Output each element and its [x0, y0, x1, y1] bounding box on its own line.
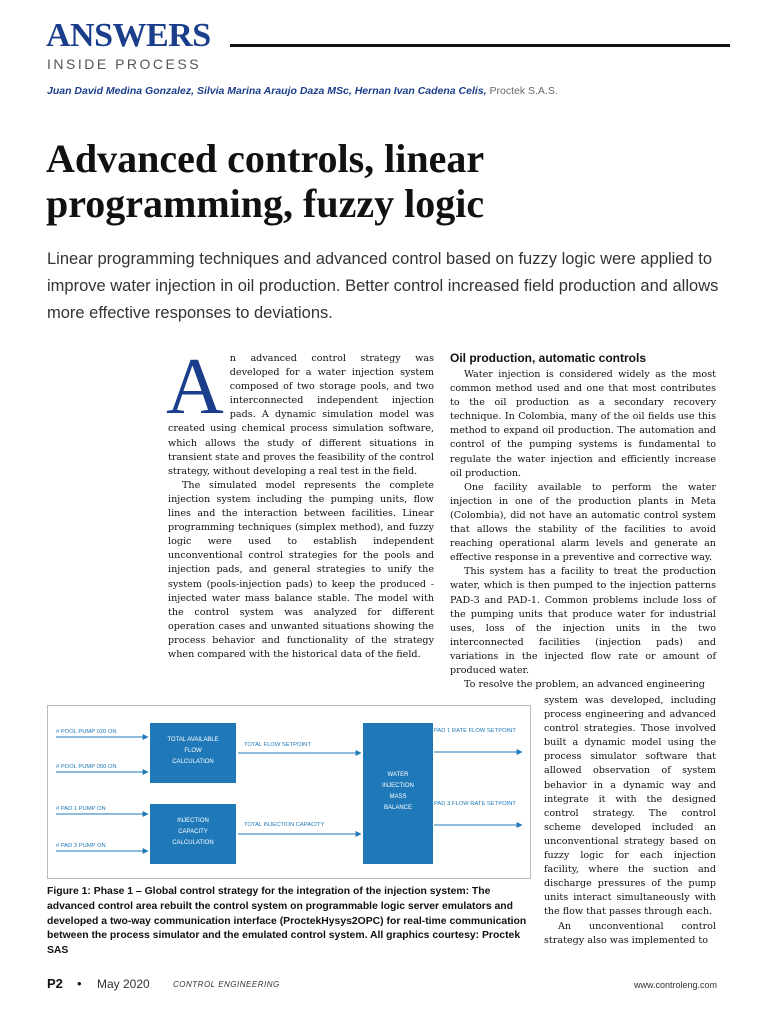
output-label: PAD 3 FLOW RATE SETPOINT	[434, 801, 516, 807]
section-subtitle: INSIDE PROCESS	[47, 56, 202, 72]
box-label: CALCULATION	[172, 840, 214, 846]
box-label: INJECTION	[382, 783, 414, 789]
narrow-column	[544, 694, 716, 948]
box-label: BALANCE	[383, 805, 413, 811]
input-label: # PAD 1 PUMP ON	[56, 806, 106, 812]
input-label: # POOL PUMP 020 ON	[56, 729, 117, 735]
right-column	[450, 350, 716, 692]
author-names: Juan David Medina Gonzalez, Silvia Marina Araujo Daza MSc, Hernan Ivan Cadena Celis,	[47, 85, 487, 97]
figure-caption: Figure 1: Phase 1 – Global control strategy for the integration of the injection system: The advanced control area rebuilt the control system on programmable logic server emulators and developed a two-way communication interface (ProctekHysys2OPC) for real-time communication between the process simulator and the emulated control system. All graphics courtesy: Proctek SAS	[47, 886, 527, 957]
box-label: TOTAL AVAILABLE	[167, 737, 219, 743]
box-label: CALCULATION	[172, 759, 214, 765]
figure-diagram	[47, 705, 531, 879]
paragraph: This system has a facility to treat the production water, which is then pumped to the injection patterns PAD-3 and PAD-1. Common problems include loss of the pumping units that produce water for industrial uses, loss of the injection units in the two interconnected facilities (injection pads) and variations in the injected flow rate or amount of produced water.	[450, 566, 716, 676]
byline	[47, 84, 558, 98]
paragraph: An unconventional control strategy also was implemented to	[544, 920, 716, 946]
issue-date: May 2020	[97, 977, 150, 991]
author-company: Proctek S.A.S.	[489, 85, 558, 97]
left-column	[166, 343, 434, 662]
input-label: # POOL PUMP 050 ON	[56, 764, 117, 770]
output-label: PAD 1 RATE FLOW SETPOINT	[434, 728, 516, 734]
magazine-name: CONTROL ENGINEERING	[173, 980, 280, 989]
header-rule	[230, 44, 730, 47]
box-label: WATER	[387, 772, 409, 778]
input-label: # PAD 3 PUMP ON	[56, 843, 106, 849]
flow-setpoint-label: TOTAL FLOW SETPOINT	[244, 742, 311, 748]
box-label: MASS	[389, 794, 407, 800]
box-label: FLOW	[184, 748, 202, 754]
injection-capacity-label: TOTAL INJECTION CAPACITY	[244, 822, 325, 828]
paragraph: To resolve the problem, an advanced engineering	[464, 679, 705, 691]
section-title: ANSWERS	[46, 17, 211, 54]
page-number: P2	[47, 976, 63, 991]
page-footer	[47, 976, 717, 994]
box-label: INJECTION	[177, 818, 209, 824]
paragraph: system was developed, including process engineering and advanced control strategies. Those involved built a dynamic model using the process simulator software that allowed observation of system behavior in a dynamic way and integrate it with the designed control strategy. The control scheme developed included an unconventional strategy based on fuzzy logic for each injection facility, where the suction and discharge pressures of the pump units interact simultaneously with the flow that passes through each.	[544, 695, 716, 918]
paragraph	[166, 343, 434, 479]
article-title: Advanced controls, linear programming, fuzzy logic	[46, 136, 485, 226]
article-deck: Linear programming techniques and advanced control based on fuzzy logic were applied to improve water injection in oil production. Better control increased field production and allows more effective responses to deviations.	[47, 250, 719, 322]
footer-bullet: •	[77, 976, 82, 991]
control-strategy-diagram	[48, 706, 530, 878]
box-label: CAPACITY	[178, 829, 208, 835]
paragraph: One facility available to perform the water injection in one of the production plants in Meta (Colombia), did not have an automatic control system that allows the stability of the facilities to avoid reaching operational alarm levels and generate an effective response in a preventive and corrective way.	[450, 481, 716, 564]
drop-cap: A	[166, 343, 224, 431]
paragraph: The simulated model represents the complete injection system including the pumping units, flow lines and the interaction between facilities. Linear programming techniques (simplex method), and fuzzy logic were used to establish independent unconventional control strategies for the pools and injection pads, and general strategies to unify the system (pools-injection pads) to keep the produced - injected water mass balance stable. The model with the control system was analyzed for different operation cases and unwanted situations showing the process behavior and functionality of the strategy when compared with the historical data of the field.	[168, 479, 434, 660]
website-link[interactable]: www.controleng.com	[633, 980, 717, 990]
paragraph: Water injection is considered widely as the most common method used and one that most contributes to the oil production as a secondary recovery technique. In Colombia, many of the oil fields use this method to expand oil production. The automation and control of the pumping systems is fundamental to regulate the water injection and efficiently increase oil production.	[450, 369, 716, 479]
section-heading: Oil production, automatic controls	[450, 351, 647, 365]
paragraph-text: n advanced control strategy was developed for a water injection system composed of two storage pools, and two interconnected independent injection pads. A dynamic simulation model was created using chemical process simulation software, which allows the study of different situations in transient state and proves the feasibility of the control strategy, without developing a real test in the field.	[168, 353, 434, 477]
